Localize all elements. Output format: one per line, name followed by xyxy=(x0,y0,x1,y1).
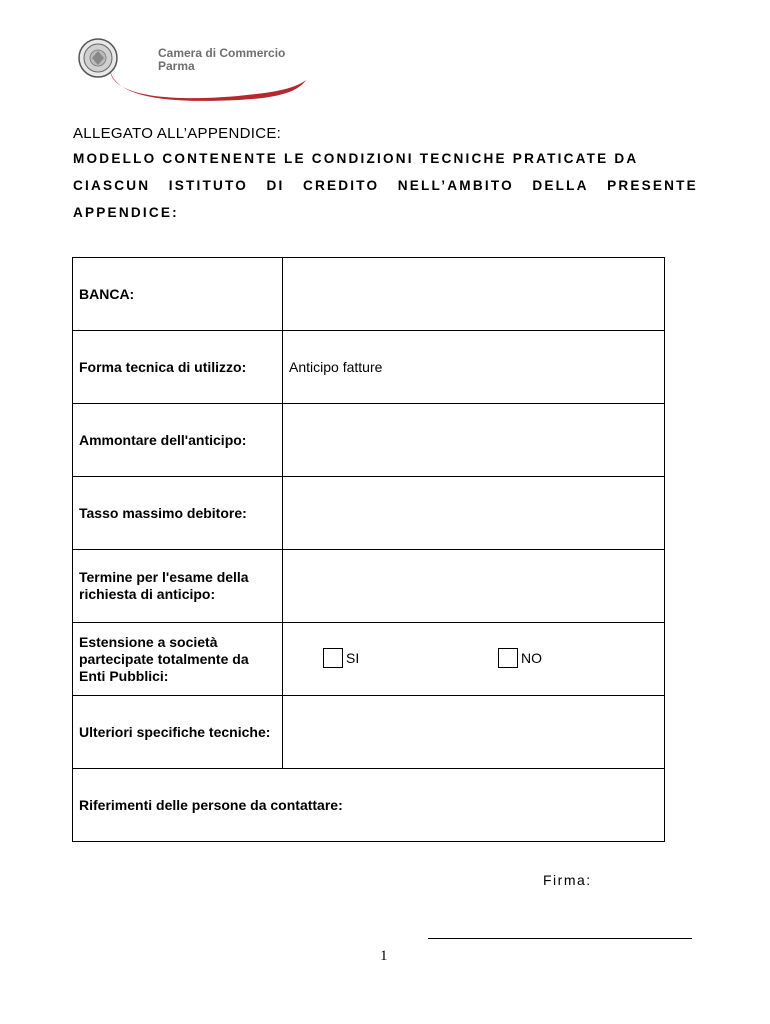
heading-line-3: APPENDICE: xyxy=(73,205,179,220)
table-row xyxy=(73,769,665,842)
heading-word: DELLA xyxy=(532,178,589,193)
checkbox-group xyxy=(289,648,658,670)
field-value-termine[interactable] xyxy=(283,550,665,623)
table-row xyxy=(73,331,665,404)
field-label-termine: Termine per l'esame della richiesta di anticipo: xyxy=(73,550,283,623)
logo xyxy=(78,38,308,102)
heading-word: NELL’AMBITO xyxy=(397,178,514,193)
signature-line[interactable] xyxy=(428,938,692,939)
firma-label: Firma: xyxy=(543,872,592,888)
checkbox-si[interactable] xyxy=(323,648,359,668)
field-value-ulteriori[interactable] xyxy=(283,696,665,769)
heading-word: DI xyxy=(266,178,285,193)
checkbox-box-icon[interactable] xyxy=(323,648,343,668)
logo-text-line1: Camera di Commercio xyxy=(158,46,286,60)
table-row xyxy=(73,550,665,623)
checkbox-si-label: SI xyxy=(346,650,360,666)
field-value-banca[interactable] xyxy=(283,258,665,331)
logo-text-line2: Parma xyxy=(158,59,195,73)
table-row xyxy=(73,696,665,769)
field-label-forma-tecnica: Forma tecnica di utilizzo: xyxy=(73,331,283,404)
field-label-banca: BANCA: xyxy=(73,258,283,331)
allegato-label: ALLEGATO ALL’APPENDICE: xyxy=(73,125,282,142)
field-value-ammontare[interactable] xyxy=(283,404,665,477)
field-label-tasso: Tasso massimo debitore: xyxy=(73,477,283,550)
field-value-estensione xyxy=(283,623,665,696)
table-row xyxy=(73,404,665,477)
checkbox-no[interactable] xyxy=(498,648,542,668)
table-row xyxy=(73,623,665,696)
heading-line-1: MODELLO CONTENENTE LE CONDIZIONI TECNICHE PRATICATE DA xyxy=(73,151,639,166)
checkbox-box-icon[interactable] xyxy=(498,648,518,668)
field-label-ulteriori: Ulteriori specifiche tecniche: xyxy=(73,696,283,769)
field-label-estensione: Estensione a società partecipate totalmente da Enti Pubblici: xyxy=(73,623,283,696)
checkbox-no-label: NO xyxy=(521,650,542,666)
heading-word: PRESENTE xyxy=(607,178,698,193)
field-label-riferimenti: Riferimenti delle persone da contattare: xyxy=(79,797,343,813)
field-riferimenti[interactable] xyxy=(73,769,665,842)
field-label-ammontare: Ammontare dell'anticipo: xyxy=(73,404,283,477)
conditions-form-table xyxy=(72,257,665,842)
table-row xyxy=(73,477,665,550)
field-value-tasso[interactable] xyxy=(283,477,665,550)
field-value-forma-tecnica[interactable]: Anticipo fatture xyxy=(283,331,665,404)
swoosh-icon xyxy=(108,66,308,102)
heading-word: CIASCUN xyxy=(73,178,151,193)
heading-word: CREDITO xyxy=(302,178,380,193)
heading-word: ISTITUTO xyxy=(168,178,249,193)
table-row xyxy=(73,258,665,331)
heading-line-2 xyxy=(73,178,698,193)
page-number: 1 xyxy=(380,948,388,964)
